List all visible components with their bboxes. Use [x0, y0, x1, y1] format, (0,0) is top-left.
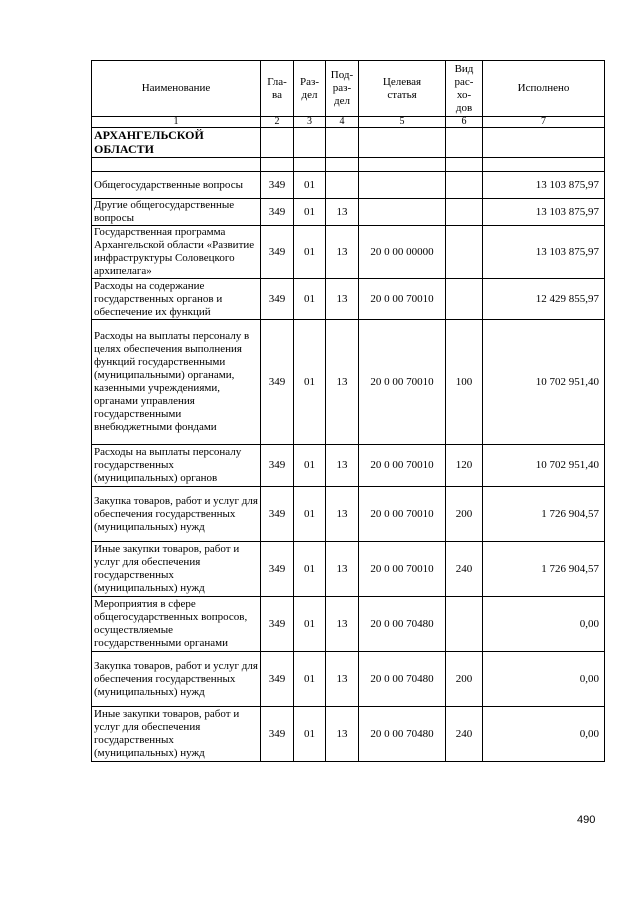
row-vid [446, 199, 483, 226]
row-razdel: 01 [294, 226, 326, 279]
row-razdel: 01 [294, 707, 326, 762]
row-statya: 20 0 00 70480 [359, 707, 446, 762]
row-glava: 349 [261, 542, 294, 597]
row-vid [446, 279, 483, 320]
row-vid: 100 [446, 320, 483, 445]
row-podrazdel: 13 [326, 487, 359, 542]
row-vid: 240 [446, 707, 483, 762]
row-podrazdel: 13 [326, 279, 359, 320]
row-name: Расходы на содержание государственных органов и обеспечение их функций [92, 279, 261, 320]
row-statya [359, 199, 446, 226]
row-amount: 13 103 875,97 [483, 199, 605, 226]
table-row [92, 199, 605, 226]
row-glava: 349 [261, 445, 294, 487]
table-row [92, 542, 605, 597]
budget-table [91, 60, 605, 762]
row-glava: 349 [261, 199, 294, 226]
row-amount: 12 429 855,97 [483, 279, 605, 320]
row-vid [446, 226, 483, 279]
row-podrazdel: 13 [326, 597, 359, 652]
row-podrazdel: 13 [326, 320, 359, 445]
row-name: Общегосударственные вопросы [92, 172, 261, 199]
header-vid: Вид рас- хо- дов [446, 61, 483, 117]
row-statya: 20 0 00 70010 [359, 445, 446, 487]
header-name: Наименование [92, 61, 261, 117]
row-glava: 349 [261, 597, 294, 652]
row-podrazdel: 13 [326, 652, 359, 707]
section-title-row [92, 128, 605, 158]
row-vid: 120 [446, 445, 483, 487]
row-podrazdel: 13 [326, 445, 359, 487]
row-glava: 349 [261, 320, 294, 445]
row-glava: 349 [261, 172, 294, 199]
column-number: 5 [359, 117, 446, 128]
table-row [92, 279, 605, 320]
row-name: Другие общегосударственные вопросы [92, 199, 261, 226]
row-razdel: 01 [294, 172, 326, 199]
row-amount: 13 103 875,97 [483, 226, 605, 279]
row-name: Государственная программа Архангельской области «Развитие инфраструктуры Соловецкого архипелага» [92, 226, 261, 279]
row-razdel: 01 [294, 597, 326, 652]
row-name: Мероприятия в сфере общегосударственных вопросов, осуществляемые государственными органами [92, 597, 261, 652]
row-amount: 10 702 951,40 [483, 445, 605, 487]
row-statya: 20 0 00 70010 [359, 542, 446, 597]
column-number-row [92, 117, 605, 128]
row-name: Расходы на выплаты персоналу государственных (муниципальных) органов [92, 445, 261, 487]
row-razdel: 01 [294, 652, 326, 707]
header-glava: Гла- ва [261, 61, 294, 117]
row-vid: 200 [446, 487, 483, 542]
row-razdel: 01 [294, 487, 326, 542]
column-number: 4 [326, 117, 359, 128]
table-row [92, 172, 605, 199]
row-statya [359, 172, 446, 199]
header-razdel: Раз- дел [294, 61, 326, 117]
row-vid: 240 [446, 542, 483, 597]
row-glava: 349 [261, 226, 294, 279]
row-statya: 20 0 00 70010 [359, 487, 446, 542]
row-amount: 0,00 [483, 597, 605, 652]
table-row [92, 597, 605, 652]
row-name: Закупка товаров, работ и услуг для обеспечения государственных (муниципальных) нужд [92, 487, 261, 542]
row-glava: 349 [261, 707, 294, 762]
row-amount: 10 702 951,40 [483, 320, 605, 445]
table-row [92, 445, 605, 487]
row-statya: 20 0 00 70010 [359, 279, 446, 320]
row-vid [446, 597, 483, 652]
row-amount: 13 103 875,97 [483, 172, 605, 199]
row-name: Закупка товаров, работ и услуг для обеспечения государственных (муниципальных) нужд [92, 652, 261, 707]
column-number: 1 [92, 117, 261, 128]
row-razdel: 01 [294, 542, 326, 597]
table-row [92, 320, 605, 445]
table-row [92, 707, 605, 762]
column-number: 3 [294, 117, 326, 128]
page-number: 490 [577, 814, 596, 826]
spacer-row [92, 158, 605, 172]
row-name: Расходы на выплаты персоналу в целях обеспечения выполнения функций государственными (муниципальными) органами, казенными учреждениями, органами управления государственными внебюджетными фондами [92, 320, 261, 445]
column-number: 2 [261, 117, 294, 128]
row-statya: 20 0 00 70480 [359, 652, 446, 707]
row-statya: 20 0 00 70010 [359, 320, 446, 445]
row-podrazdel: 13 [326, 226, 359, 279]
row-statya: 20 0 00 00000 [359, 226, 446, 279]
row-name: Иные закупки товаров, работ и услуг для обеспечения государственных (муниципальных) нужд [92, 707, 261, 762]
column-number: 6 [446, 117, 483, 128]
table-row [92, 487, 605, 542]
header-podrazdel: Под- раз- дел [326, 61, 359, 117]
section-title: АРХАНГЕЛЬСКОЙ ОБЛАСТИ [92, 128, 261, 158]
row-vid: 200 [446, 652, 483, 707]
row-razdel: 01 [294, 320, 326, 445]
row-vid [446, 172, 483, 199]
row-amount: 1 726 904,57 [483, 487, 605, 542]
row-glava: 349 [261, 487, 294, 542]
row-razdel: 01 [294, 199, 326, 226]
column-number: 7 [483, 117, 605, 128]
row-podrazdel [326, 172, 359, 199]
row-glava: 349 [261, 652, 294, 707]
header-statya: Целевая статья [359, 61, 446, 117]
row-razdel: 01 [294, 445, 326, 487]
row-amount: 0,00 [483, 707, 605, 762]
row-glava: 349 [261, 279, 294, 320]
row-podrazdel: 13 [326, 542, 359, 597]
row-amount: 0,00 [483, 652, 605, 707]
table-row [92, 652, 605, 707]
header-amount: Исполнено [483, 61, 605, 117]
header-row [92, 61, 605, 117]
row-podrazdel: 13 [326, 199, 359, 226]
table-row [92, 226, 605, 279]
row-podrazdel: 13 [326, 707, 359, 762]
row-amount: 1 726 904,57 [483, 542, 605, 597]
row-name: Иные закупки товаров, работ и услуг для обеспечения государственных (муниципальных) нужд [92, 542, 261, 597]
row-statya: 20 0 00 70480 [359, 597, 446, 652]
row-razdel: 01 [294, 279, 326, 320]
